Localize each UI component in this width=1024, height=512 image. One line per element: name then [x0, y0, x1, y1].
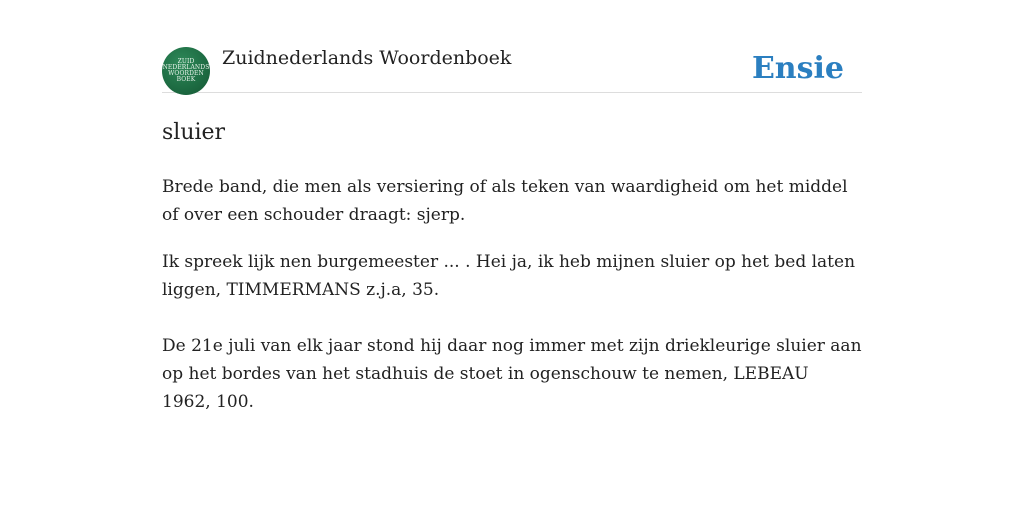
page-content [162, 46, 862, 416]
logo-text-line: BOEK [176, 76, 196, 83]
example-quote: De 21e juli van elk jaar stond hij daar nog immer met zijn driekleurige sluier aan op het bordes van het stadhuis de stoet in ogenschouw te nemen, LEBEAU 1962, 100. [162, 336, 862, 412]
headword: sluier [162, 120, 226, 145]
logo-text-line: WOORDEN [168, 70, 204, 77]
site-name-link[interactable]: Zuidnederlands Woordenboek [222, 47, 512, 69]
site-logo[interactable] [162, 47, 210, 95]
example-quote: Ik spreek lijk nen burgemeester ... . Hei ja, ik heb mijnen sluier op het bed laten liggen, TIMMERMANS z.j.a, 35. [162, 252, 856, 300]
definition-text: Brede band, die men als versiering of als teken van waardigheid om het middel of over een schouder draagt: sjerp. [162, 177, 848, 225]
logo-text-line: NEDERLANDS [162, 64, 210, 71]
header [162, 46, 862, 93]
logo-text-line: ZUID [177, 58, 195, 65]
brand-logo-link[interactable]: Ensie [751, 51, 844, 86]
